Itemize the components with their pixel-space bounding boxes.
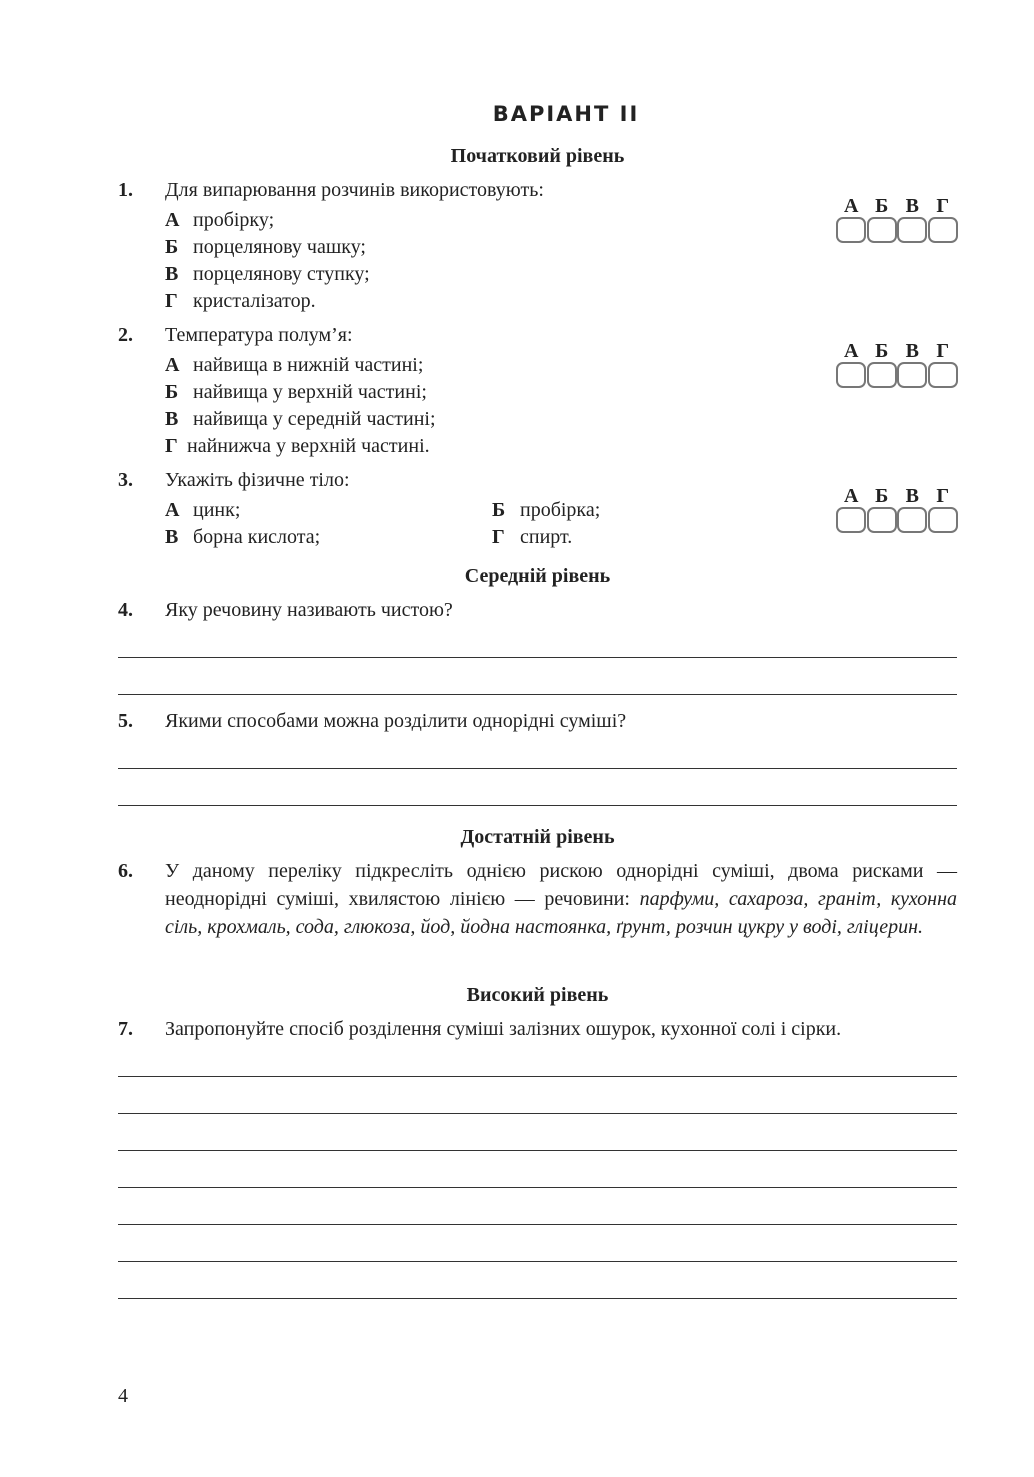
question-number: 4.	[118, 599, 133, 621]
answer-box-b[interactable]	[867, 507, 897, 533]
answer-line[interactable]	[118, 694, 957, 695]
answer-line[interactable]	[118, 1298, 957, 1299]
answer-line[interactable]	[118, 1150, 957, 1151]
option-d: Г спирт.	[492, 526, 573, 548]
answer-box-c[interactable]	[897, 507, 927, 533]
option-d: Г найнижча у верхній частині.	[165, 435, 430, 457]
question-text: Для випарювання розчинів використовують:	[165, 179, 544, 201]
section-heading-middle: Середній рівень	[464, 565, 611, 587]
answer-line[interactable]	[118, 1224, 957, 1225]
answer-letter: В	[905, 485, 919, 507]
answer-line[interactable]	[118, 768, 957, 769]
answer-box-b[interactable]	[867, 362, 897, 388]
answer-letter: А	[844, 195, 859, 217]
answer-box-a[interactable]	[836, 217, 866, 243]
answer-line[interactable]	[118, 657, 957, 658]
answer-box-c[interactable]	[897, 362, 927, 388]
page-title: ВАРІАНТ II	[492, 102, 640, 126]
answer-letter: В	[905, 340, 919, 362]
answer-line[interactable]	[118, 1187, 957, 1188]
answer-letter: Б	[875, 485, 889, 507]
answer-box-c[interactable]	[897, 217, 927, 243]
option-c: В борна кислота;	[165, 526, 321, 548]
answer-line[interactable]	[118, 1076, 957, 1077]
question-number: 2.	[118, 324, 133, 346]
question-number: 6.	[118, 860, 133, 882]
answer-letter: А	[844, 485, 859, 507]
option-a: А пробірку;	[165, 209, 275, 231]
question-text: Запропонуйте спосіб розділення суміші залізних ошурок, кухонної солі і сірки.	[165, 1018, 842, 1040]
answer-box-d[interactable]	[928, 507, 958, 533]
option-d: Г кристалізатор.	[165, 290, 316, 312]
answer-box-d[interactable]	[928, 217, 958, 243]
answer-line[interactable]	[118, 805, 957, 806]
section-heading-high: Високий рівень	[466, 984, 609, 1006]
option-c: В найвища у середній частині;	[165, 408, 436, 430]
question-text: Яку речовину називають чистою?	[165, 599, 453, 621]
section-heading-initial: Початковий рівень	[450, 145, 625, 167]
answer-letter: Г	[936, 195, 950, 217]
answer-box-d[interactable]	[928, 362, 958, 388]
question-number: 5.	[118, 710, 133, 732]
answer-letter: А	[844, 340, 859, 362]
answer-grid	[836, 486, 958, 533]
option-b: Б найвища у верхній частині;	[165, 381, 427, 403]
question-number: 7.	[118, 1018, 133, 1040]
question-text: У даному переліку підкресліть однією рискою однорідні суміші, двома рисками — неоднорідні суміші, хвилястою лінією — речовини: парфуми, сахароза, граніт, кухонна сіль, крохмаль, сода, глюкоза, йод, йодна настоянка, ґрунт, розчин цукру у воді, гліцерин.	[165, 860, 958, 938]
option-c: В порцелянову ступку;	[165, 263, 370, 285]
option-b: Б пробірка;	[492, 499, 601, 521]
page-number: 4	[118, 1385, 128, 1407]
question-number: 3.	[118, 469, 133, 491]
substance-list: парфуми, сахароза, граніт, кухонна сіль, крохмаль, сода, глюкоза, йод, йодна настоянка, ґрунт, розчин цукру у воді, гліцерин.	[165, 888, 958, 938]
answer-line[interactable]	[118, 1113, 957, 1114]
option-b: Б порцелянову чашку;	[165, 236, 366, 258]
question-text: Якими способами можна розділити однорідні суміші?	[165, 710, 627, 732]
answer-letter: Г	[936, 340, 950, 362]
answer-box-b[interactable]	[867, 217, 897, 243]
answer-letter: Б	[875, 195, 889, 217]
question-number: 1.	[118, 179, 133, 201]
section-heading-sufficient: Достатній рівень	[460, 826, 615, 848]
question-text: Укажіть фізичне тіло:	[165, 469, 350, 491]
answer-letter: В	[905, 195, 919, 217]
answer-letter: Г	[936, 485, 950, 507]
answer-grid	[836, 196, 958, 243]
option-a: А цинк;	[165, 499, 241, 521]
question-text: Температура полум’я:	[165, 324, 353, 346]
answer-line[interactable]	[118, 1261, 957, 1262]
answer-box-a[interactable]	[836, 362, 866, 388]
answer-grid	[836, 341, 958, 388]
option-a: А найвища в нижній частині;	[165, 354, 424, 376]
answer-box-a[interactable]	[836, 507, 866, 533]
answer-letter: Б	[875, 340, 889, 362]
